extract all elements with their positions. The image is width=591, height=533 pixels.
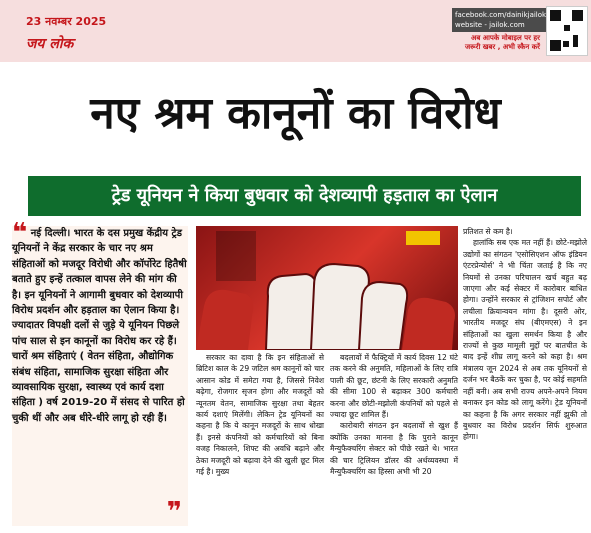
issue-date: 23 नवम्बर 2025 [26,15,107,28]
lead-text: नई दिल्ली। भारत के दस प्रमुख केंद्रीय ट्रेड यूनियनों ने केंद्र सरकार के चार नए श्रम संहिताओं को मजदूर विरोधी और कॉर्पोरेट हितैषी बताते हुए इन्हें तत्काल वापस लेने की मांग की है। इन यूनियनों ने आगामी बुधवार को देशव्यापी विरोध प्रदर्शन और हड़ताल का ऐलान किया है। ज्यादातर विपक्षी दलों से जुड़े ये यूनियन पिछले पांच साल से इन कानूनों का विरोध कर रहे हैं। चारों श्रम संहिताएं ( वेतन संहिता, औद्योगिक संबंध संहिता, सामाजिक सुरक्षा संहिता और व्यावसायिक सुरक्षा, स्वास्थ्य एवं कार्य दशा संहिता ) वर्ष 2019-20 में संसद से पारित हो चुकी थीं और अब धीरे-धीरे लागू हो रही हैं। [12,228,187,424]
quote-close-icon: ❞ [166,496,182,527]
quote-open-icon: ❝ [12,218,28,248]
newspaper-logo[interactable] [26,34,73,53]
col2-paragraph-1: बदलावों में फैक्ट्रियों में कार्य दिवस 12 घंटे तक करने की अनुमति, महिलाओं के लिए रात्रि पाली की छूट, छंटनी के लिए सरकारी अनुमति की सीमा 100 से बढ़ाकर 300 कर्मचारी करना और छोटी-मझोली कंपनियों को पहले से ज्यादा छूट शामिल हैं। [330,353,458,420]
website-link[interactable]: website - jailok.com [455,21,525,29]
col2-paragraph-2: कारोबारी संगठन इन बदलावों से खुश हैं क्योंकि उनका मानना है कि पुराने कानून मैन्युफैक्चरिंग सेक्टर को पीछे रखते थे। भारत की चार ट्रिलियन डॉलर की अर्थव्यवस्था में मैन्युफैक्चरिंग का हिस्सा अभी भी 20 [330,421,458,477]
facebook-link[interactable]: facebook.com/dainikjailok [455,11,547,19]
page-headline: नए श्रम कानूनों का विरोध [90,88,501,139]
col3-paragraph: हालांकि सब एक मत नहीं हैं। छोटे-मझोले उद्योगों का संगठन 'एसोसिएशन ऑफ इंडियन एंटरप्रेन्योर्स' ने भी चिंता जताई है कि नए नियमों से उनका परिचालन खर्च बहुत बढ़ जाएगा और कई सेक्टर में कारोबार बाधित होगा। उन्होंने सरकार से ट्रांजिशन सपोर्ट और लचीला क्रियान्वयन मांगा है। दूसरी ओर, भारतीय मजदूर संघ (बीएमएस) ने इन संहिताओं का खुला समर्थन किया है और राज्यों से कुछ मामूली मुद्दों पर बातचीत के बाद इन्हें शीघ्र लागू करने को कहा है। श्रम मंत्रालय जून 2024 से अब तक यूनियनों से दर्जन भर बैठकें कर चुका है, पर कोई सहमति नहीं बनी। अब सभी राज्य अपने-अपने नियम बनाकर इन कोड को लागू करेंगे। ट्रेड यूनियनों का कहना है कि अगर सरकार नहीं झुकी तो बुधवार का विरोध प्रदर्शन सिर्फ शुरुआत होगा। [463,238,587,442]
scan-line-2: जरूरी खबर , अभी स्कैन करें [464,43,540,51]
col3-continuation: प्रतिशत से कम है। [463,227,513,236]
article-column-1 [196,352,324,528]
article-column-3 [463,226,587,528]
protest-fists-image [196,226,458,350]
article-column-2 [330,352,458,528]
col1-paragraph: सरकार का दावा है कि इन संहिताओं से ब्रिटिश काल के 29 जटिल श्रम कानूनों को चार आसान कोड में समेटा गया है, जिससे निवेश बढ़ेगा, रोजगार सृजन होगा और मजदूरों को न्यूनतम वेतन, सामाजिक सुरक्षा तथा बेहतर कार्य दशाएं मिलेंगी। लेकिन ट्रेड यूनियनों का कहना है कि ये कानून मजदूरों के साथ धोखा हैं। इनसे कंपनियों को कर्मचारियों को बिना वजह निकालने, शिफ्ट की अवधि बढ़ाने और ठेका मजदूरी को बढ़ावा देने की खुली छूट मिल गई है। मुख्य [196,353,324,477]
web-links[interactable] [452,8,550,32]
logo-text: जय लोक [26,36,74,52]
raised-fists-illustration [196,226,458,350]
lead-box [12,218,188,527]
subheadline-band: ट्रेड यूनियन ने किया बुधवार को देशव्यापी हड़ताल का ऐलान [28,176,581,216]
qr-code-icon[interactable] [546,6,588,56]
scan-line-1: अब आपके मोबाइल पर हर [470,34,540,42]
scan-prompt [444,34,540,52]
